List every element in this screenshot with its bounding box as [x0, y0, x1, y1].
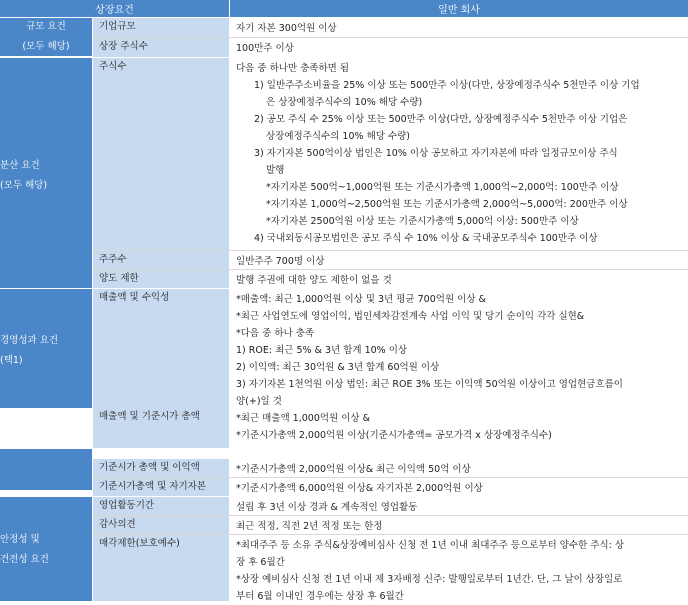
row-value-transfer-restriction — [230, 270, 688, 288]
value-line: 4) 국내외동시공모법인은 공모 주식 수 10% 이상 & 국내공모주식수 100만주 이상 — [254, 233, 598, 244]
row-value-listed-shares — [230, 38, 688, 57]
category-distribution — [0, 58, 92, 288]
value-line: *자기자본 2500억원 이상 또는 기준시가총액 5,000억 이상: 500만주 이상 — [266, 216, 579, 227]
category-stability-line1: 안정성 및 — [0, 534, 40, 545]
row-label-market-cap-profit: 기준시가 총액 및 이익액 — [93, 459, 229, 477]
category-stability — [0, 497, 92, 601]
header-requirements: 상장요건 — [0, 0, 229, 17]
value-line: 장 후 6월간 — [236, 557, 285, 568]
value-line: 설립 후 3년 이상 경과 & 계속적인 영업활동 — [236, 502, 418, 513]
value-line: 100만주 이상 — [236, 43, 294, 54]
value-line: 양(+)일 것 — [236, 396, 282, 407]
value-line: 1) ROE: 최근 5% & 3년 합계 10% 이상 — [236, 345, 408, 356]
value-line: *상장 예비심사 신청 전 1년 이내 제 3자배정 신주: 발행일로부터 1년간. 단, 그 날이 상장일로 — [236, 574, 623, 585]
row-value-lockup — [230, 535, 688, 601]
category-distribution-line1: 분산 요건 — [0, 160, 40, 171]
row-label-listed-shares: 상장 주식수 — [93, 38, 229, 57]
value-line: 3) 자기자본 500억이상 법인은 10% 이상 공모하고 자기자본에 따라 일정규모이상 주식 — [254, 148, 618, 159]
value-line: *기준시가총액 2,000억원 이상& 최근 이익액 50억 이상 — [236, 464, 471, 475]
value-line: *매출액: 최근 1,000억원 이상 및 3년 평균 700억원 이상 & — [236, 294, 486, 305]
value-line: 1) 일반주주소비율을 25% 이상 또는 500만주 이상(다만, 상장예정주식수 5천만주 이상 기업 — [254, 80, 640, 91]
row-label-shareholder-count: 주주수 — [93, 251, 229, 269]
value-line: 자기 자본 300억원 이상 — [236, 23, 337, 34]
category-distribution-line2: (모두 해당) — [0, 180, 48, 191]
category-performance-line2: (택1) — [0, 354, 23, 366]
value-line: *자기자본 1,000억~2,500억원 또는 기준시가총액 2,000억~5,000억: 200만주 이상 — [266, 199, 628, 210]
row-value-shareholder-count — [230, 251, 688, 269]
value-line: 2) 공모 주식 수 25% 이상 또는 500만주 이상(다만, 상장예정주식수 5천만주 이상 기업은 — [254, 114, 628, 125]
category-performance — [0, 289, 92, 408]
value-line: *자기자본 500억~1,000억원 또는 기준시가총액 1,000억~2,000억: 100만주 이상 — [266, 182, 619, 193]
row-label-operating-period: 영업활동기간 — [93, 497, 229, 515]
value-line: 최근 적정, 직전 2년 적정 또는 한정 — [236, 521, 383, 532]
row-value-revenue-market-cap — [230, 408, 688, 448]
row-value-market-cap-profit — [230, 459, 688, 477]
category-stability-line2: 건전성 요건 — [0, 554, 49, 565]
value-line: 발행 — [266, 165, 285, 176]
value-line: *최근 사업연도에 영업이익, 법인세차감전계속 사업 이익 및 당기 순이익 각각 실현& — [236, 311, 585, 322]
value-line: 상장예정주식수의 10% 해당 수량) — [266, 131, 411, 142]
category-scale — [0, 18, 92, 56]
row-value-company-size — [230, 18, 688, 37]
value-line: *다음 중 하나 충족 — [236, 328, 315, 339]
value-line: *기준시가총액 2,000억원 이상(기준시가총액= 공모가격 x 상장예정주식수) — [236, 430, 552, 441]
category-scale-line2: (모두 해당) — [22, 41, 70, 52]
row-value-audit-opinion — [230, 516, 688, 534]
row-value-market-cap-equity — [230, 478, 688, 496]
value-line: 2) 이익액: 최근 30억원 & 3년 합계 60억원 이상 — [236, 362, 440, 373]
row-value-operating-period — [230, 497, 688, 515]
header-general-company: 일반 회사 — [230, 0, 688, 17]
value-line: *기준시가총액 6,000억원 이상& 자기자본 2,000억원 이상 — [236, 483, 483, 494]
value-line: *최대주주 등 소유 주식&상장예비심사 신청 전 1년 이내 최대주주 등으로부터 양수한 주식: 상 — [236, 540, 625, 551]
row-label-company-size: 기업규모 — [93, 18, 229, 37]
row-value-share-count — [230, 58, 688, 250]
value-line: *최근 매출액 1,000억원 이상 & — [236, 413, 371, 424]
value-line: 3) 자기자본 1천억원 이상 법인: 최근 ROE 3% 또는 이익액 50억원 이상이고 영업현금흐름이 — [236, 379, 623, 390]
row-label-market-cap-equity: 기준시가총액 및 자기자본 — [93, 478, 229, 496]
row-label-share-count: 주식수 — [93, 58, 229, 250]
row-value-revenue-profitability — [230, 289, 688, 408]
value-line: 발행 주권에 대한 양도 제한이 없을 것 — [236, 275, 392, 286]
row-label-lockup: 매각제한(보호예수) — [93, 535, 229, 601]
value-line: 일반주주 700명 이상 — [236, 256, 325, 267]
category-performance-cont — [0, 408, 92, 430]
category-performance-line1: 경영성과 요건 — [0, 334, 59, 346]
category-performance-lower — [0, 449, 92, 490]
value-line: 은 상장예정주식수의 10% 해당 수량) — [266, 97, 423, 108]
row-label-revenue-profitability: 매출액 및 수익성 — [93, 289, 229, 408]
category-scale-line1: 규모 요건 — [26, 21, 66, 32]
row-label-transfer-restriction: 양도 제한 — [93, 270, 229, 288]
value-line: 다음 중 하나만 충족하면 됨 — [236, 63, 350, 74]
row-label-revenue-market-cap: 매출액 및 기준시가 총액 — [93, 408, 229, 448]
value-line: 부터 6월 이내인 경우에는 상장 후 6월간 — [236, 591, 404, 602]
row-label-audit-opinion: 감사의견 — [93, 516, 229, 534]
